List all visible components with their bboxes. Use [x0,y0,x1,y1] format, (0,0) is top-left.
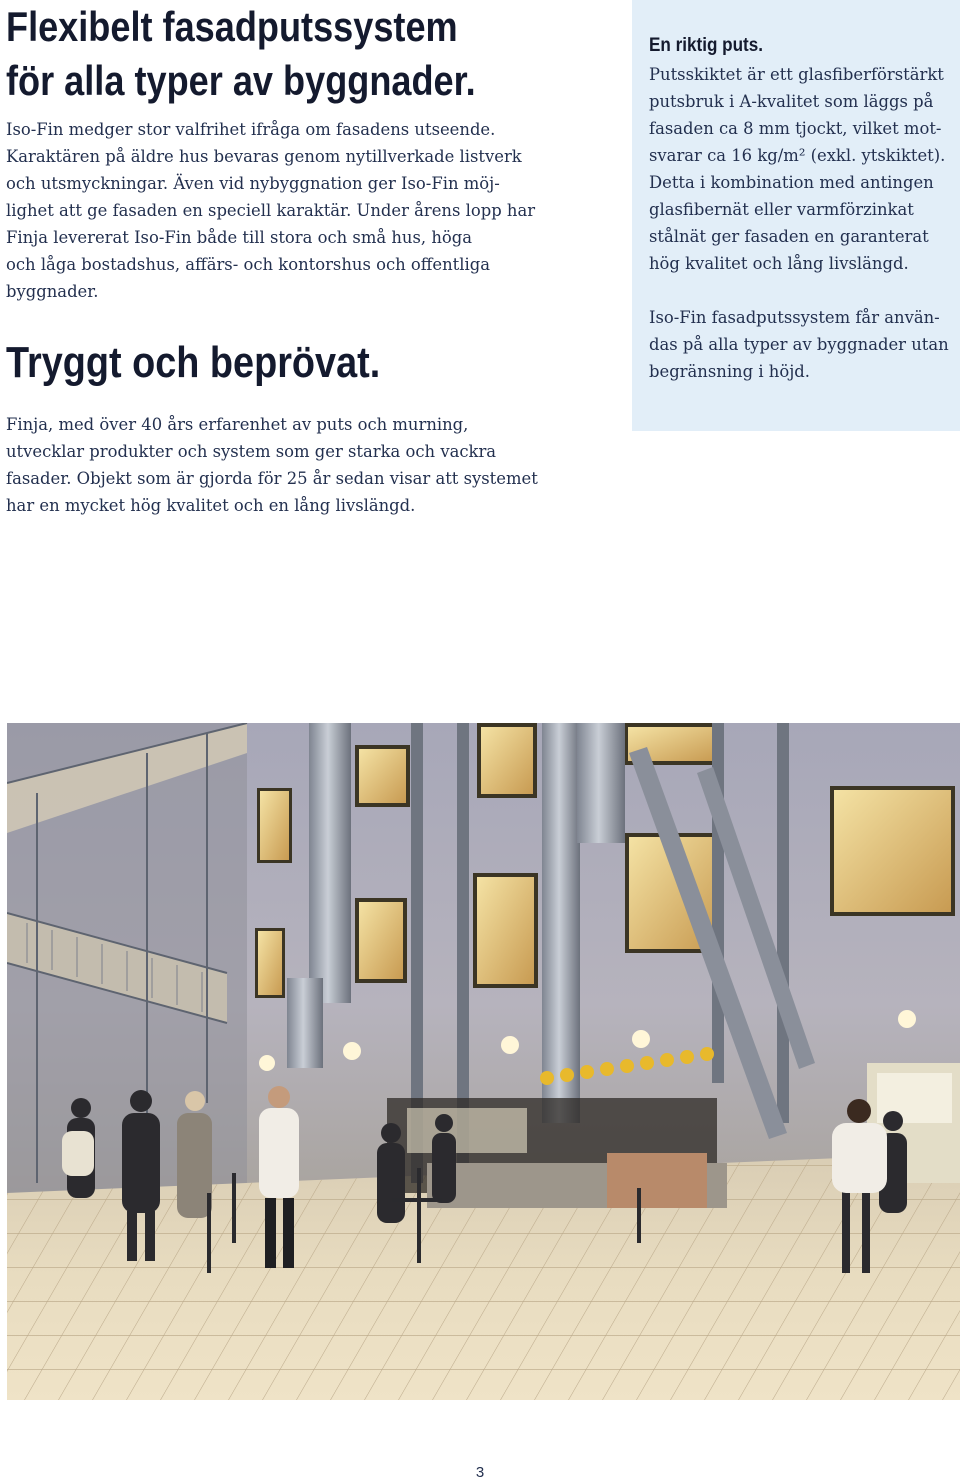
safe-paragraph [6,411,538,519]
intro-paragraph [6,116,535,305]
safe-line: fasader. Objekt som är gjorda för 25 år sedan visar att systemet [6,469,538,488]
info-sidebar [632,0,960,431]
sidebar-line: begränsning i höjd. [649,362,810,381]
safe-heading: Tryggt och beprövat. [6,338,381,387]
main-heading [6,0,476,108]
sidebar-line: Detta i kombination med antingen [649,173,934,192]
sidebar-paragraph-1 [649,61,945,277]
atrium-illustration [7,723,960,1400]
intro-line: Finja levererat Iso-Fin både till stora och små hus, höga [6,228,473,247]
intro-line: byggnader. [6,282,99,301]
sidebar-line: svarar ca 16 kg/m² (exkl. ytskiktet). [649,146,946,165]
atrium-photo [7,723,960,1400]
sidebar-line: glasfibernät eller varmförzinkat [649,200,914,219]
intro-line: och utsmyckningar. Även vid nybyggnation ger Iso-Fin möj- [6,174,500,193]
sidebar-line: hög kvalitet och lång livslängd. [649,254,909,273]
sidebar-line: fasaden ca 8 mm tjockt, vilket mot- [649,119,942,138]
intro-line: Karaktären på äldre hus bevaras genom nytillverkade listverk [6,147,522,166]
sidebar-line: stålnät ger fasaden en garanterat [649,227,929,246]
safe-line: Finja, med över 40 års erfarenhet av puts och murning, [6,415,469,434]
safe-line: har en mycket hög kvalitet och en lång livslängd. [6,496,416,515]
sidebar-line: das på alla typer av byggnader utan [649,335,949,354]
sidebar-line: putsbruk i A-kvalitet som läggs på [649,92,934,111]
sidebar-paragraph-2 [649,304,949,385]
sidebar-heading: En riktig puts. [649,35,764,56]
intro-line: Iso-Fin medger stor valfrihet ifråga om fasadens utseende. [6,120,496,139]
sidebar-line: Iso-Fin fasadputssystem får använ- [649,308,940,327]
sidebar-line: Putsskiktet är ett glasfiberförstärkt [649,65,944,84]
safe-line: utvecklar produkter och system som ger starka och vackra [6,442,497,461]
intro-line: och låga bostadshus, affärs- och kontorshus och offentliga [6,255,490,274]
page-number: 3 [475,1464,485,1481]
main-heading-line-2: för alla typer av byggnader. [6,57,476,104]
main-heading-line-1: Flexibelt fasadputssystem [6,3,458,50]
intro-line: lighet att ge fasaden en speciell karaktär. Under årens lopp har [6,201,536,220]
